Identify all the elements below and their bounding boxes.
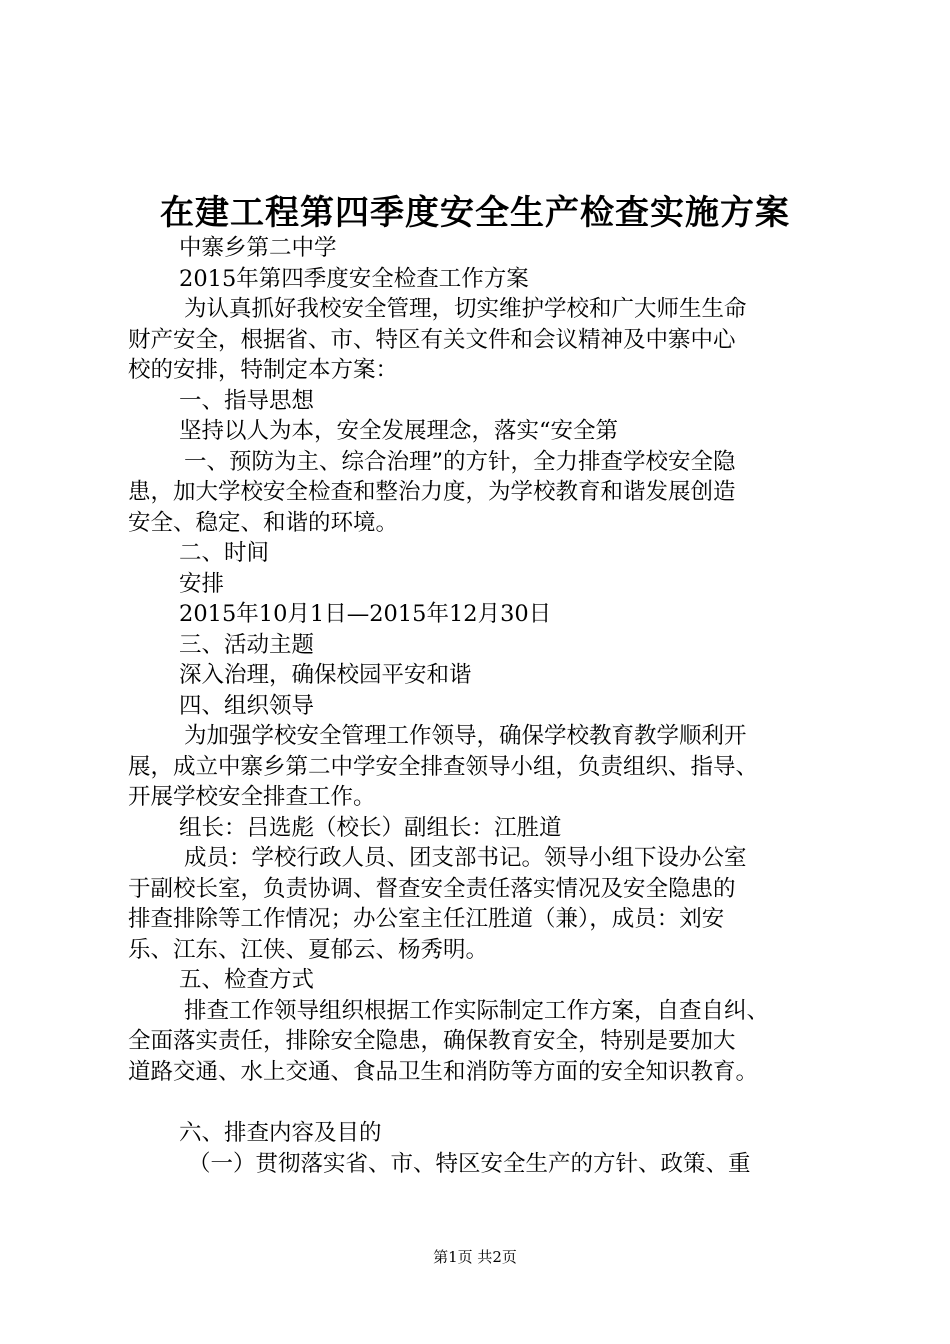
- paragraph-line: 排查工作领导组织根据工作实际制定工作方案，自查自纠、: [184, 997, 770, 1024]
- paragraph-line: 深入治理，确保校园平安和谐: [179, 662, 472, 688]
- paragraph-line: 排查排除等工作情况；办公室主任江胜道（兼），成员：刘安: [128, 906, 725, 932]
- section-heading: 三、活动主题: [179, 631, 315, 658]
- paragraph-line: 患，加大学校安全检查和整治力度，为学校教育和谐发展创造: [128, 479, 736, 505]
- document-body: [128, 233, 832, 1179]
- paragraph-line: 中寨乡第二中学: [179, 235, 337, 261]
- document-title: 在建工程第四季度安全生产检查实施方案: [160, 193, 790, 233]
- paragraph-line: 为加强学校安全管理工作领导，确保学校教育教学顺利开: [184, 723, 747, 749]
- paragraph-line: 成员：学校行政人员、团支部书记。领导小组下设办公室: [184, 845, 747, 871]
- page-footer: 第1页 共2页: [433, 1248, 517, 1266]
- section-heading: 二、时间: [179, 540, 270, 566]
- paragraph-line: （一）贯彻落实省、市、特区安全生产的方针、政策、重: [188, 1150, 751, 1177]
- paragraph-line: 校的安排，特制定本方案：: [128, 357, 399, 383]
- paragraph-line: 开展学校安全排查工作。: [128, 784, 376, 810]
- paragraph-line: 于副校长室，负责协调、督查安全责任落实情况及安全隐患的: [128, 875, 736, 902]
- paragraph-line: 2015年第四季度安全检查工作方案: [179, 265, 529, 292]
- paragraph-line: 坚持以人为本，安全发展理念，落实“安全第: [179, 418, 619, 444]
- paragraph-line: 全面落实责任，排除安全隐患，确保教育安全，特别是要加大: [128, 1028, 736, 1054]
- section-heading: 一、指导思想: [179, 387, 315, 414]
- section-heading: 四、组织领导: [179, 692, 315, 719]
- paragraph-line: 财产安全，根据省、市、特区有关文件和会议精神及中寨中心: [128, 326, 736, 353]
- paragraph-line: 2015年10月1日—2015年12月30日: [179, 601, 552, 627]
- section-heading: 五、检查方式: [179, 967, 315, 993]
- paragraph-line: 安全、稳定、和谐的环境。: [128, 509, 399, 536]
- paragraph-line: 为认真抓好我校安全管理，切实维护学校和广大师生生命: [184, 296, 747, 322]
- paragraph-line: 安排: [179, 570, 225, 597]
- paragraph-line: 组长：吕选彪（校长）副组长：江胜道: [179, 814, 562, 841]
- paragraph-line: 展，成立中寨乡第二中学安全排查领导小组，负责组织、指导、: [128, 753, 759, 780]
- paragraph-line: 道路交通、水上交通、食品卫生和消防等方面的安全知识教育。: [128, 1058, 759, 1085]
- paragraph-line: 乐、江东、江侠、夏郁云、杨秀明。: [128, 936, 489, 963]
- section-heading: 六、排查内容及目的: [179, 1120, 382, 1146]
- paragraph-line: 一、预防为主、综合治理”的方针，全力排查学校安全隐: [184, 448, 736, 475]
